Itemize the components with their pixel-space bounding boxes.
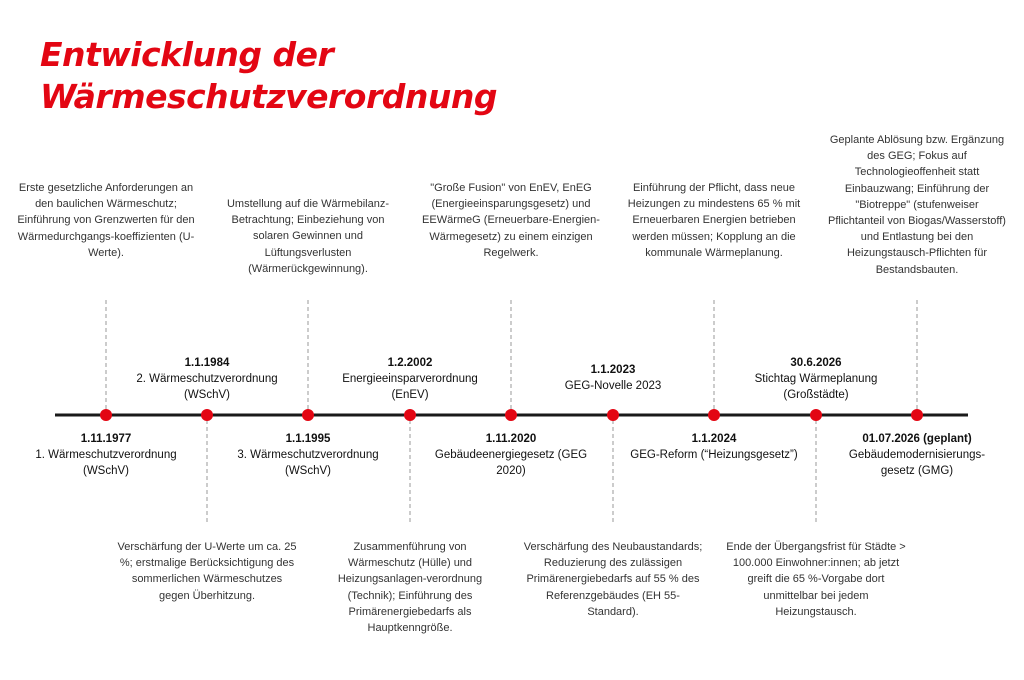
event-name: Energieeinsparverordnung (EnEV)	[342, 373, 478, 401]
event-name: GEG-Reform (“Heizungsgesetz”)	[630, 449, 798, 461]
event-date: 1.1.1984	[184, 357, 230, 369]
event-date: 1.2.2002	[387, 357, 433, 369]
timeline-marker	[810, 409, 822, 421]
event-name: Stichtag Wärmeplanung (Großstädte)	[754, 373, 878, 401]
event-label-2002	[325, 355, 495, 403]
event-name: Gebäudemodernisierungs-gesetz (GMG)	[848, 449, 986, 477]
event-description-2024: Einführung der Pflicht, dass neue Heizungen zu mindestens 65 % mit Erneuerbaren Energien betrieben werden müssen; Kopplung an die kommunale Wärmeplanung.	[627, 182, 801, 259]
timeline-marker	[100, 409, 112, 421]
event-name: Gebäudeenergiegesetz (GEG 2020)	[434, 449, 588, 477]
event-date: 1.1.1995	[285, 433, 331, 445]
timeline-marker	[708, 409, 720, 421]
event-label-1984	[122, 355, 292, 403]
event-label-2026-july	[832, 431, 1002, 479]
timeline-marker	[404, 409, 416, 421]
timeline-marker	[607, 409, 619, 421]
event-name: 2. Wärmeschutzverordnung (WSchV)	[136, 373, 278, 401]
event-description-1977: Erste gesetzliche Anforderungen an den baulichen Wärmeschutz; Einführung von Grenzwerten für den Wärmedurchgangs-koeffizienten (U-Werte).	[17, 182, 195, 259]
event-name: GEG-Novelle 2023	[564, 380, 662, 392]
event-description-2020: "Große Fusion" von EnEV, EnEG (Energieeinsparungsgesetz) und EEWärmeG (Erneuerbare-Energien-Wärmegesetz) zu einem einzigen Regelwerk.	[422, 182, 600, 259]
event-description-1984: Verschärfung der U-Werte um ca. 25 %; erstmalige Berücksichtigung des sommerlichen Wärmeschutzes gegen Überhitzung.	[117, 541, 297, 602]
event-description-2002: Zusammenführung von Wärmeschutz (Hülle) und Heizungsanlagen-verordnung (Technik); Einführung des Primärenergiebedarfs als Hauptkenngröße.	[337, 541, 483, 635]
event-date: 1.1.2023	[590, 364, 636, 376]
title-line-2: Wärmeschutzverordnung	[40, 77, 497, 116]
event-date: 1.1.2024	[691, 433, 737, 445]
timeline-marker	[302, 409, 314, 421]
event-label-2024	[629, 431, 799, 463]
event-date: 1.11.2020	[485, 433, 537, 445]
timeline-marker	[911, 409, 923, 421]
event-label-2026-june	[731, 355, 901, 403]
event-name: 3. Wärmeschutzverordnung (WSchV)	[237, 449, 379, 477]
event-description-1995: Umstellung auf die Wärmebilanz-Betrachtung; Einbeziehung von solaren Gewinnen und Lüftungsverlusten (Wärmerückgewinnung).	[226, 198, 389, 275]
timeline-marker	[505, 409, 517, 421]
event-date: 30.6.2026	[790, 357, 842, 369]
event-date: 01.07.2026 (geplant)	[862, 433, 972, 445]
event-label-2020	[426, 431, 596, 479]
event-label-2023	[528, 362, 698, 394]
title-line-1: Entwicklung der	[40, 35, 334, 74]
timeline-marker	[201, 409, 213, 421]
event-name: 1. Wärmeschutzverordnung (WSchV)	[35, 449, 177, 477]
event-description-2023: Verschärfung des Neubaustandards; Reduzierung des zulässigen Primärenergiebedarfs auf 55 % des Referenzgebäudes (EH 55-Standard).	[523, 541, 703, 618]
event-date: 1.11.1977	[80, 433, 132, 445]
event-label-1977	[21, 431, 191, 479]
event-description-2026-june: Ende der Übergangsfrist für Städte > 100.000 Einwohner:innen; ab jetzt greift die 65 %-Vorgabe dort unmittelbar bei jedem Heizungstausch.	[726, 541, 906, 618]
event-label-1995	[223, 431, 393, 479]
event-description-2026-july: Geplante Ablösung bzw. Ergänzung des GEG; Fokus auf Technologieoffenheit statt Einbauzwang; Einführung der "Biotreppe" (stufenweiser Pflichtanteil von Biogas/Wasserstoff) und Entlastung bei den Heizungstausch-Pflichten für Bestandsbauten.	[828, 134, 1006, 276]
